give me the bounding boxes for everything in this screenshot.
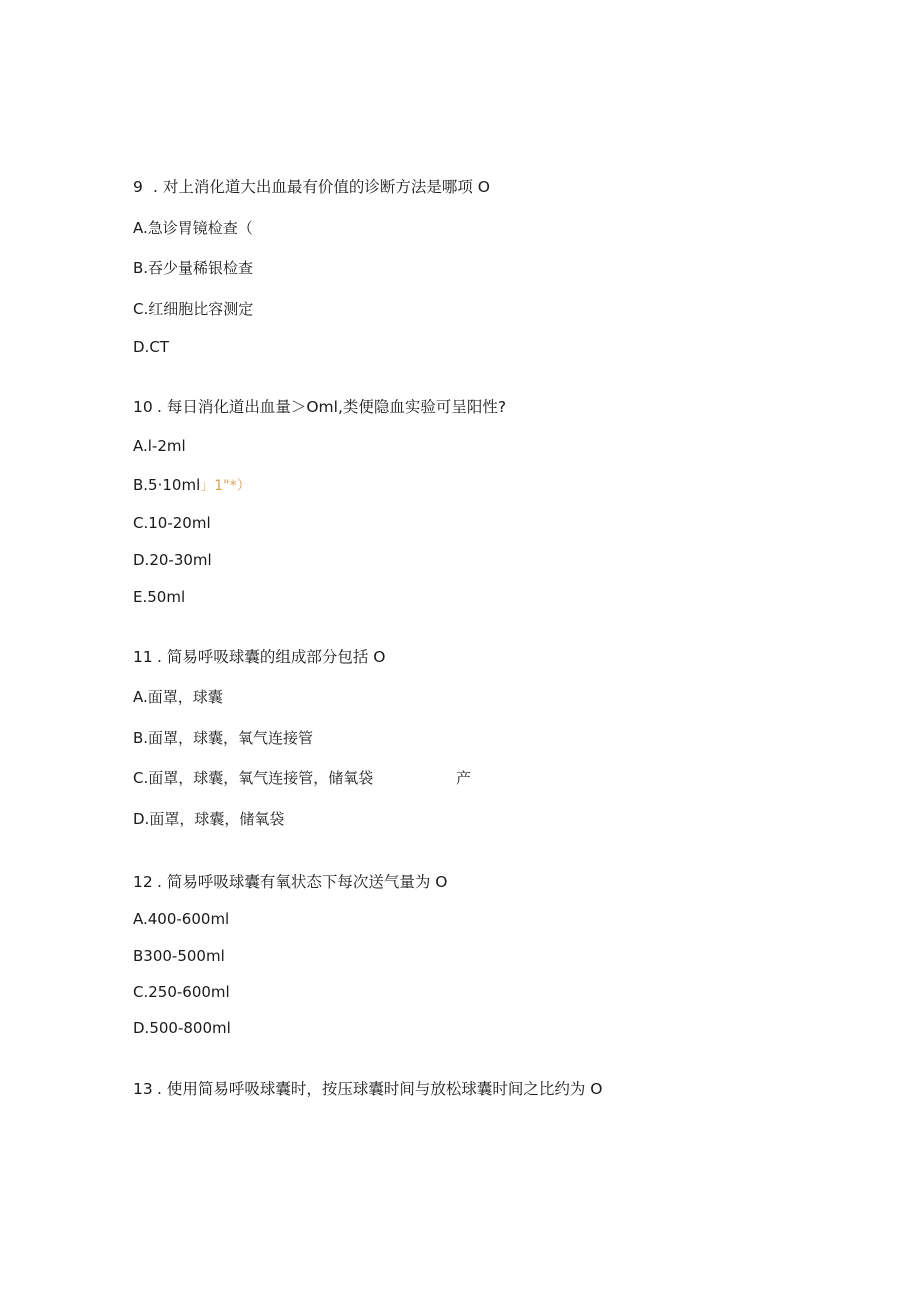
question-10 [133,397,506,417]
handwritten-mark: 」1"*） [200,478,251,494]
question-9 [133,177,490,197]
option-10-a: A.l-2ml [133,437,186,455]
question-text: . 每日消化道出血量＞Oml,类便隐血实验可呈阳性? [157,398,507,416]
question-text: . 简易呼吸球囊有氧状态下每次送气量为 O [157,873,448,891]
option-12-c: C.250-600ml [133,983,230,1001]
question-text: . 简易呼吸球囊的组成部分包括 O [157,648,386,666]
question-number: 12 [133,873,153,891]
question-number: 9 [133,178,143,196]
stray-character: 产 [456,769,472,787]
question-number: 13 [133,1080,153,1098]
option-12-b: B300-500ml [133,947,225,965]
option-10-b [133,475,251,496]
option-9-a: A.急诊胃镜检查（ [133,219,253,237]
option-10-c: C.10-20ml [133,514,211,532]
question-13 [133,1079,602,1099]
question-number: 10 [133,398,153,416]
option-9-b: B.吞少量稀银检查 [133,259,254,277]
option-10-b-text: B.5·10ml [133,476,201,494]
question-11 [133,647,385,667]
option-10-d: D.20-30ml [133,551,212,569]
question-number: 11 [133,648,153,666]
question-12 [133,872,447,892]
option-10-e: E.50ml [133,588,186,606]
option-11-a: A.面罩，球囊 [133,688,223,706]
question-text: . 对上消化道大出血最有价值的诊断方法是哪项 O [153,178,490,196]
option-12-a: A.400-600ml [133,910,230,928]
option-9-d: D.CT [133,338,169,356]
option-11-d: D.面罩，球囊，储氧袋 [133,810,285,828]
question-text: . 使用简易呼吸球囊时，按压球囊时间与放松球囊时间之比约为 O [157,1080,603,1098]
option-11-c: C.面罩，球囊，氧气连接管，储氧袋 [133,769,374,787]
option-9-c: C.红细胞比容测定 [133,300,254,318]
option-11-b: B.面罩，球囊，氧气连接管 [133,729,314,747]
option-12-d: D.500-800ml [133,1019,231,1037]
